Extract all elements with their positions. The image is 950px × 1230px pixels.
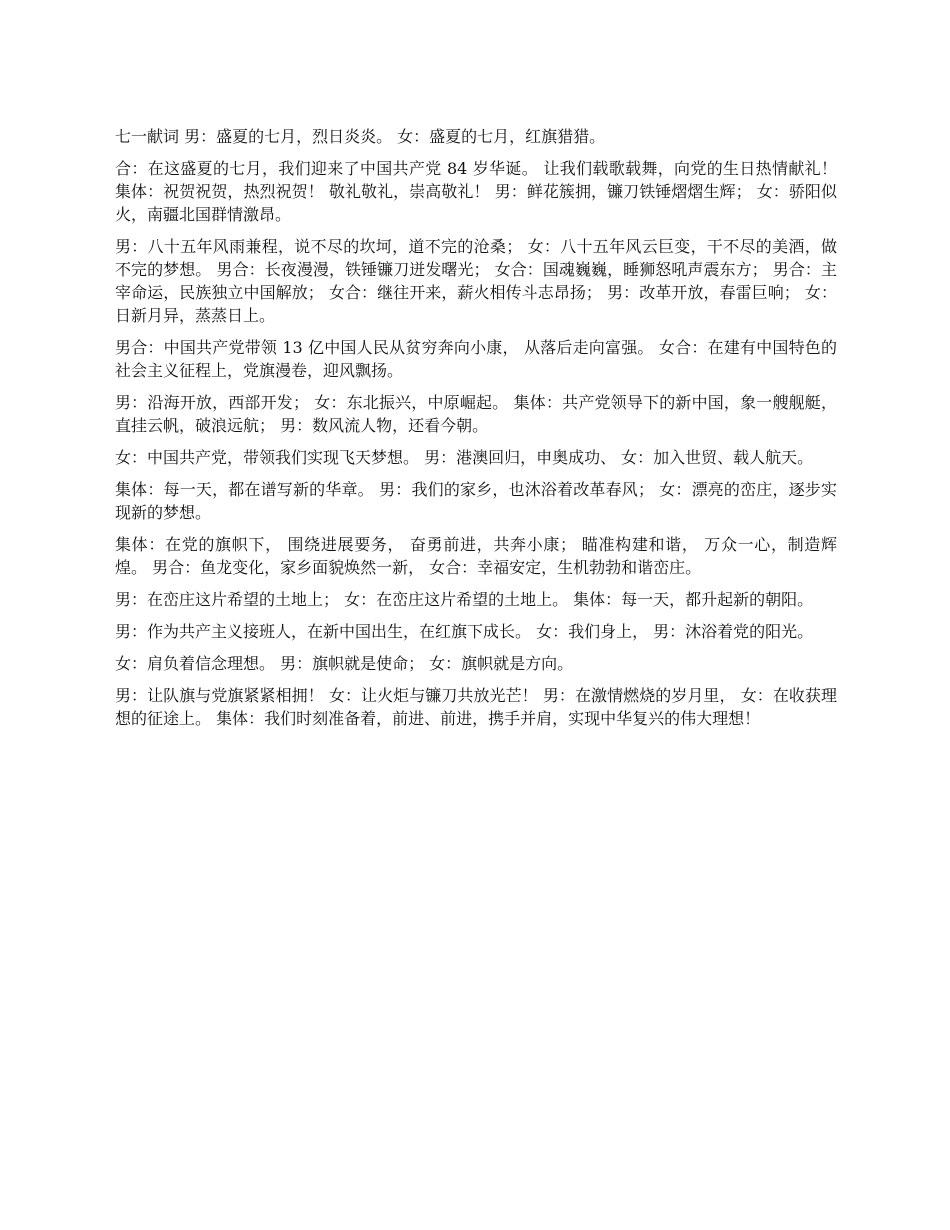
paragraph-3: 男：八十五年风雨兼程，说不尽的坎坷，道不完的沧桑； 女：八十五年风云巨变，干不尽的美酒，做不完的梦想。 男合：长夜漫漫，铁锤镰刀迸发曙光； 女合：国魂巍巍，睡狮怒吼声震东方； 男合：主宰命运，民族独立中国解放； 女合：继往开来，薪火相传斗志昂扬； 男：改革开放，春雷巨响； 女：日新月异，蒸蒸日上。 xyxy=(115,237,837,325)
paragraph-7: 集体：每一天，都在谱写新的华章。 男：我们的家乡，也沐浴着改革春风； 女：漂亮的峦庄，逐步实现新的梦想。 xyxy=(115,480,837,522)
paragraph-9: 男：在峦庄这片希望的土地上； 女：在峦庄这片希望的土地上。 集体：每一天，都升起新的朝阳。 xyxy=(115,590,814,609)
paragraph-2: 合：在这盛夏的七月，我们迎来了中国共产党 84 岁华诞。 让我们载歌载舞，向党的生日热情献礼！ 集体：祝贺祝贺，热烈祝贺！ 敬礼敬礼，崇高敬礼！ 男：鲜花簇拥，镰刀铁锤熠熠生辉； 女：骄阳似火，南疆北国群情激昂。 xyxy=(115,159,837,224)
paragraph-10: 男：作为共产主义接班人，在新中国出生，在红旗下成长。 女：我们身上， 男：沐浴着党的阳光。 xyxy=(115,622,814,641)
paragraph-5: 男：沿海开放，西部开发； 女：东北振兴，中原崛起。 集体：共产党领导下的新中国，象一艘舰艇，直挂云帆，破浪远航； 男：数风流人物，还看今朝。 xyxy=(115,393,837,435)
document-body xyxy=(115,125,837,739)
paragraph-4: 男合：中国共产党带领 13 亿中国人民从贫穷奔向小康， 从落后走向富强。 女合：在建有中国特色的社会主义征程上，党旗漫卷，迎风飘扬。 xyxy=(115,338,837,380)
paragraph-8: 集体：在党的旗帜下， 围绕进展要务， 奋勇前进，共奔小康； 瞄准构建和谐， 万众一心，制造辉煌。 男合：鱼龙变化，家乡面貌焕然一新， 女合：幸福安定，生机勃勃和谐峦庄。 xyxy=(115,535,837,577)
paragraph-6: 女：中国共产党，带领我们实现飞天梦想。 男：港澳回归，申奥成功、 女：加入世贸、载人航天。 xyxy=(115,448,814,467)
paragraph-1: 七一献词 男：盛夏的七月，烈日炎炎。 女：盛夏的七月，红旗猎猎。 xyxy=(115,127,606,146)
paragraph-11: 女：肩负着信念理想。 男：旗帜就是使命； 女：旗帜就是方向。 xyxy=(115,654,574,673)
paragraph-12: 男：让队旗与党旗紧紧相拥！ 女：让火炬与镰刀共放光芒！ 男：在激情燃烧的岁月里， 女：在收获理想的征途上。 集体：我们时刻准备着，前进、前进，携手并肩，实现中华复兴的伟大理想！ xyxy=(115,686,837,728)
